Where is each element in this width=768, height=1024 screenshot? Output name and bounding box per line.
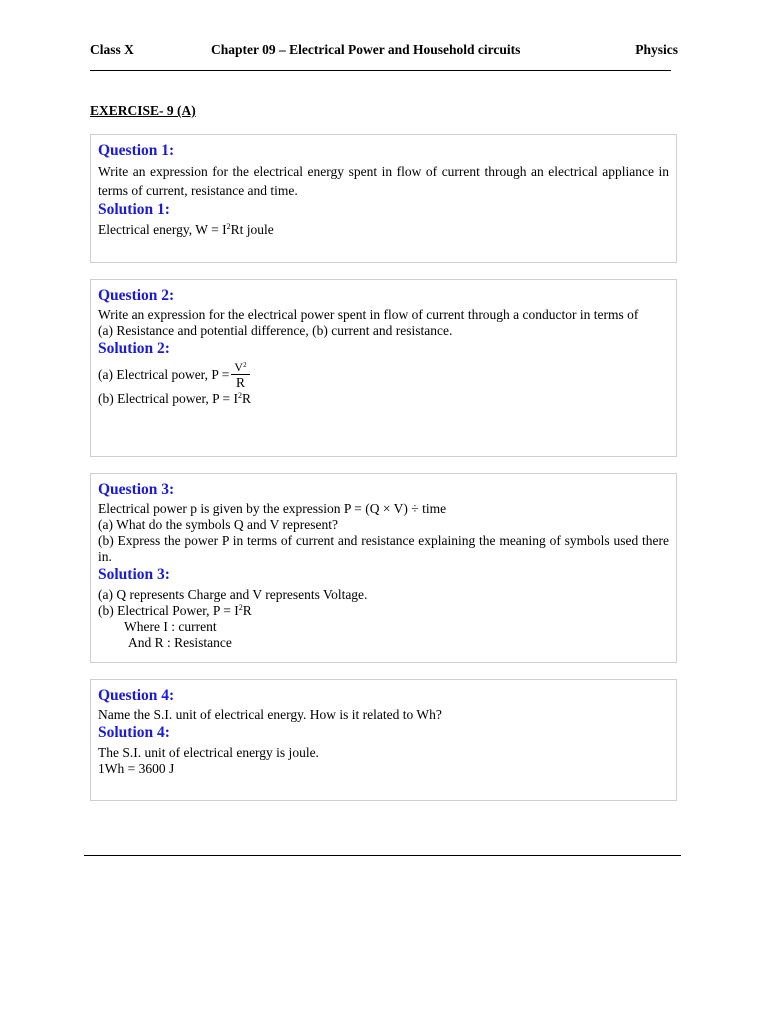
- solution-title: Solution 1:: [98, 201, 170, 218]
- header-subject: Physics: [635, 42, 678, 57]
- solution-line-where: Where I : current: [124, 619, 217, 634]
- question-title: Question 1:: [98, 142, 175, 159]
- header-chapter: Chapter 09 – Electrical Power and Household circuits: [211, 42, 521, 57]
- question-box-1: [90, 134, 677, 263]
- solution-line-a: [98, 359, 669, 391]
- solution-text-part: (b) Electrical power, P = I: [98, 391, 239, 406]
- question-text-line: (a) Resistance and potential difference, (b) current and resistance.: [98, 323, 453, 338]
- solution-line-a: (a) Q represents Charge and V represents Voltage.: [98, 587, 368, 602]
- question-text-line: (a) What do the symbols Q and V represent?: [98, 517, 338, 532]
- question-text: Write an expression for the electrical energy spent in flow of current through an electrical appliance in terms of current, resistance and time.: [98, 164, 669, 198]
- footer-divider: [84, 855, 681, 856]
- exercise-title: EXERCISE- 9 (A): [90, 103, 196, 118]
- solution-line-1: The S.I. unit of electrical energy is joule.: [98, 745, 319, 760]
- superscript: 2: [238, 603, 243, 612]
- solution-text-part: R: [242, 603, 252, 618]
- solution-text-part: (b) Electrical Power, P = I: [98, 603, 239, 618]
- solution-line-and: And R : Resistance: [128, 635, 232, 650]
- superscript: 2: [226, 222, 231, 231]
- question-text-line: Electrical power p is given by the expression P = (Q × V) ÷ time: [98, 501, 447, 516]
- solution-line-b: [98, 603, 669, 619]
- header-divider: [90, 70, 671, 71]
- solution-line-2: 1Wh = 3600 J: [98, 761, 175, 776]
- solution-line-b: [98, 391, 669, 407]
- question-box-3: [90, 473, 677, 663]
- solution-title: Solution 4:: [98, 724, 170, 741]
- solution-text-part: R: [242, 391, 252, 406]
- question-title: Question 4:: [98, 687, 175, 704]
- fraction-denominator: R: [235, 374, 245, 390]
- solution-title: Solution 3:: [98, 566, 170, 583]
- question-text: Write an expression for the electrical power spent in flow of current through a conductor in terms of: [98, 307, 639, 322]
- question-box-4: [90, 679, 677, 801]
- question-text: Name the S.I. unit of electrical energy. How is it related to Wh?: [98, 707, 442, 722]
- header-class: Class X: [90, 42, 134, 57]
- solution-text-part: (a) Electrical power, P =: [98, 367, 230, 382]
- question-title: Question 3:: [98, 481, 175, 498]
- superscript: 2: [243, 360, 247, 369]
- fraction-numerator: [231, 361, 249, 373]
- question-title: Question 2:: [98, 287, 175, 304]
- numerator-text: V: [234, 359, 244, 374]
- superscript: 2: [238, 391, 243, 400]
- solution-text-part: Rt joule: [230, 222, 274, 237]
- solution-title: Solution 2:: [98, 340, 170, 357]
- fraction: [231, 361, 249, 390]
- question-box-2: [90, 279, 677, 457]
- question-text: (b) Express the power P in terms of current and resistance explaining the meaning of symbols used there in.: [98, 533, 669, 564]
- solution-text: [98, 222, 669, 238]
- page-header: [90, 42, 678, 60]
- solution-text-part: Electrical energy, W = I: [98, 222, 227, 237]
